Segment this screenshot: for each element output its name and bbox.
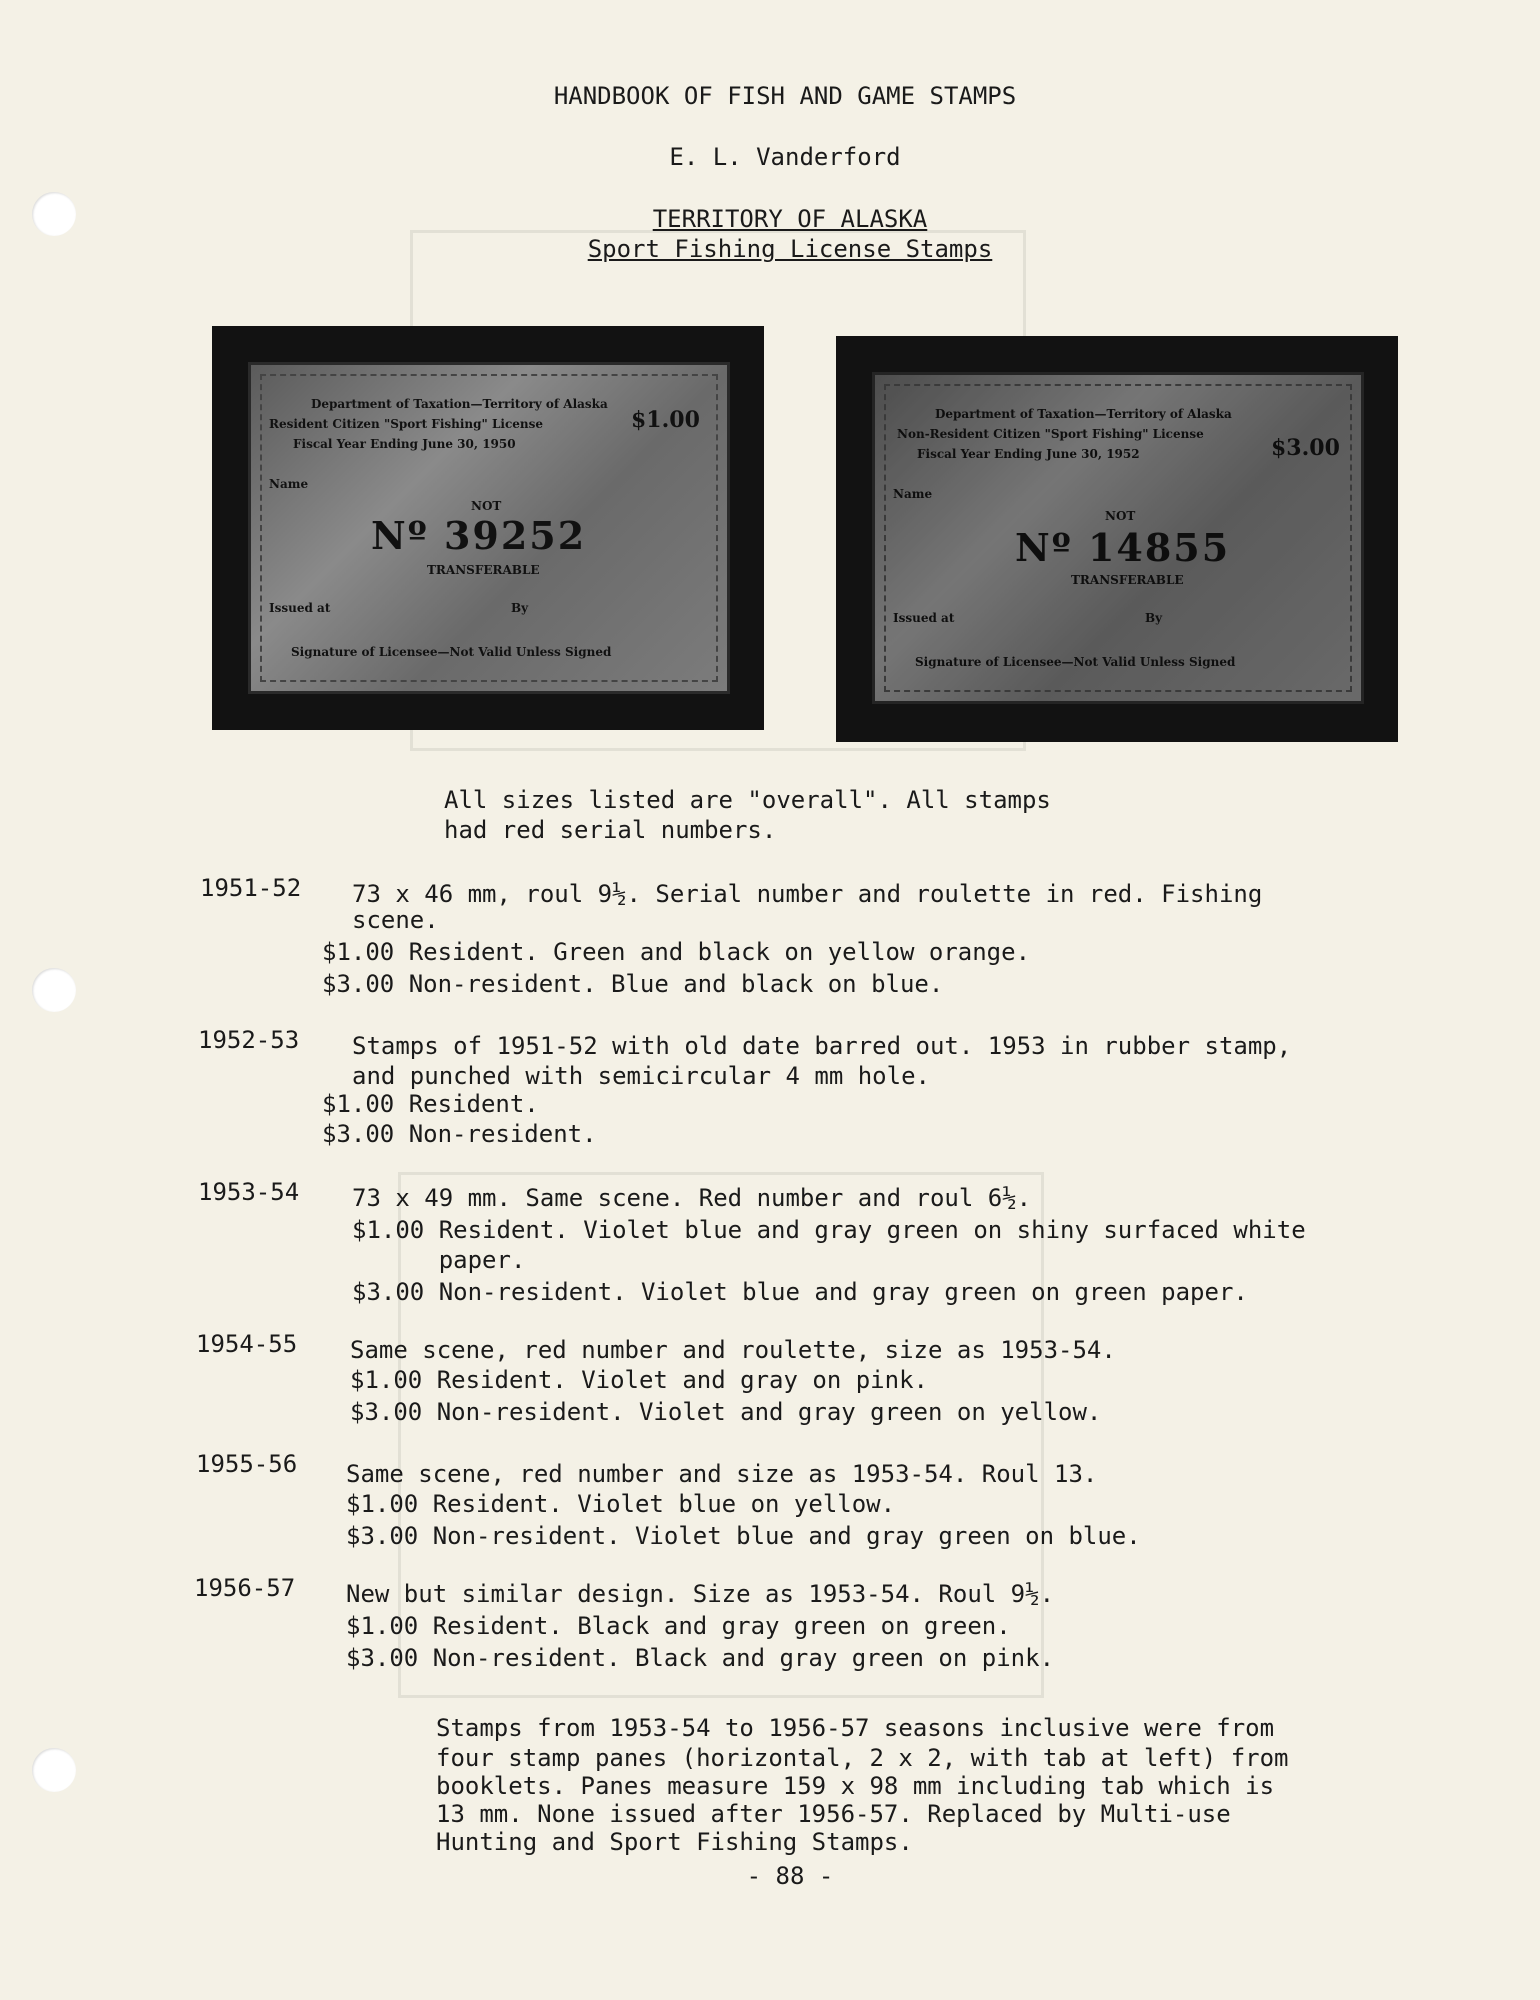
stamp-license-line: Resident Citizen "Sport Fishing" License [269, 417, 544, 431]
entry-line: New but similar design. Size as 1953-54. Roul 9½. [346, 1580, 1055, 1608]
stamp-photo-non-resident [836, 336, 1398, 742]
entry-line: $1.00 Resident. Violet blue on yellow. [346, 1490, 896, 1518]
stamp-dept-line: Department of Taxation—Territory of Alaska [311, 397, 608, 411]
entry-line: $3.00 Non-resident. Violet blue and gray green on green paper. [352, 1278, 1248, 1306]
entry-line: Same scene, red number and roulette, size as 1953-54. [350, 1336, 1116, 1364]
stamp-serial-number: Nº 14855 [1015, 525, 1231, 570]
stamp-fiscal-line: Fiscal Year Ending June 30, 1950 [293, 437, 516, 451]
stamp-dept-line: Department of Taxation—Territory of Alaska [935, 407, 1232, 421]
stamp-serial-number: Nº 39252 [371, 513, 587, 558]
entry-line: $3.00 Non-resident. [322, 1120, 597, 1148]
entry-year: 1951-52 [200, 874, 302, 902]
entry-year: 1953-54 [198, 1178, 300, 1206]
stamp-license-line: Non-Resident Citizen "Sport Fishing" License [897, 427, 1204, 441]
stamp-not-label: NOT [1105, 509, 1136, 523]
intro-line-1: All sizes listed are "overall". All stamps [444, 786, 1051, 814]
closing-line: four stamp panes (horizontal, 2 x 2, with tab at left) from [436, 1744, 1289, 1772]
entry-line: $3.00 Non-resident. Violet and gray green on yellow. [350, 1398, 1102, 1426]
entry-line: $1.00 Resident. [322, 1090, 539, 1118]
section-heading: Sport Fishing License Stamps [587, 235, 993, 263]
closing-line: Hunting and Sport Fishing Stamps. [436, 1828, 913, 1856]
book-title: HANDBOOK OF FISH AND GAME STAMPS [553, 82, 1017, 110]
entry-line: 73 x 46 mm, roul 9½. Serial number and roulette in red. Fishing [352, 880, 1263, 908]
stamp-non-resident [872, 372, 1364, 704]
stamp-issued-label: Issued at [893, 611, 955, 625]
entry-line: $3.00 Non-resident. Violet blue and gray green on blue. [346, 1522, 1141, 1550]
intro-line-2: had red serial numbers. [444, 816, 777, 844]
entry-line: $1.00 Resident. Black and gray green on green. [346, 1612, 1011, 1640]
entry-year: 1954-55 [196, 1330, 298, 1358]
stamp-signature-line: Signature of Licensee—Not Valid Unless Signed [915, 655, 1236, 669]
closing-line: Stamps from 1953-54 to 1956-57 seasons inclusive were from [436, 1714, 1275, 1742]
stamp-photo-resident [212, 326, 764, 730]
entry-line: 73 x 49 mm. Same scene. Red number and roul 6½. [352, 1184, 1032, 1212]
entry-year: 1956-57 [194, 1574, 296, 1602]
entry-line: $1.00 Resident. Violet and gray on pink. [350, 1366, 928, 1394]
entry-line: $1.00 Resident. Green and black on yellow orange. [322, 938, 1031, 966]
entry-line: Stamps of 1951-52 with old date barred out. 1953 in rubber stamp, [352, 1032, 1292, 1060]
stamp-name-label: Name [269, 477, 309, 491]
entry-line: $3.00 Non-resident. Black and gray green on pink. [346, 1644, 1055, 1672]
entry-line: $3.00 Non-resident. Blue and black on blue. [322, 970, 944, 998]
stamp-by-label: By [511, 601, 529, 615]
author-name: E. L. Vanderford [669, 143, 901, 171]
binder-hole-middle [32, 968, 76, 1012]
stamp-amount: $1.00 [631, 407, 700, 433]
stamp-not-label: NOT [471, 499, 502, 513]
stamp-transferable-label: TRANSFERABLE [1071, 573, 1184, 587]
entry-line: and punched with semicircular 4 mm hole. [352, 1062, 930, 1090]
stamp-signature-line: Signature of Licensee—Not Valid Unless Signed [291, 645, 612, 659]
entry-year: 1952-53 [198, 1026, 300, 1054]
entry-line: paper. [352, 1246, 526, 1274]
stamp-issued-label: Issued at [269, 601, 331, 615]
binder-hole-bottom [32, 1748, 76, 1792]
entry-line: scene. [352, 906, 439, 934]
entry-year: 1955-56 [196, 1450, 298, 1478]
entry-line: $1.00 Resident. Violet blue and gray green on shiny surfaced white [352, 1216, 1306, 1244]
stamp-by-label: By [1145, 611, 1163, 625]
stamp-resident [248, 362, 730, 694]
territory-heading: TERRITORY OF ALASKA [652, 205, 928, 233]
stamp-transferable-label: TRANSFERABLE [427, 563, 540, 577]
closing-line: 13 mm. None issued after 1956-57. Replaced by Multi-use [436, 1800, 1231, 1828]
entry-line: Same scene, red number and size as 1953-54. Roul 13. [346, 1460, 1098, 1488]
stamp-amount: $3.00 [1271, 435, 1340, 461]
stamp-name-label: Name [893, 487, 933, 501]
page-number: - 88 - [746, 1862, 834, 1890]
closing-line: booklets. Panes measure 159 x 98 mm including tab which is [436, 1772, 1275, 1800]
stamp-fiscal-line: Fiscal Year Ending June 30, 1952 [917, 447, 1140, 461]
